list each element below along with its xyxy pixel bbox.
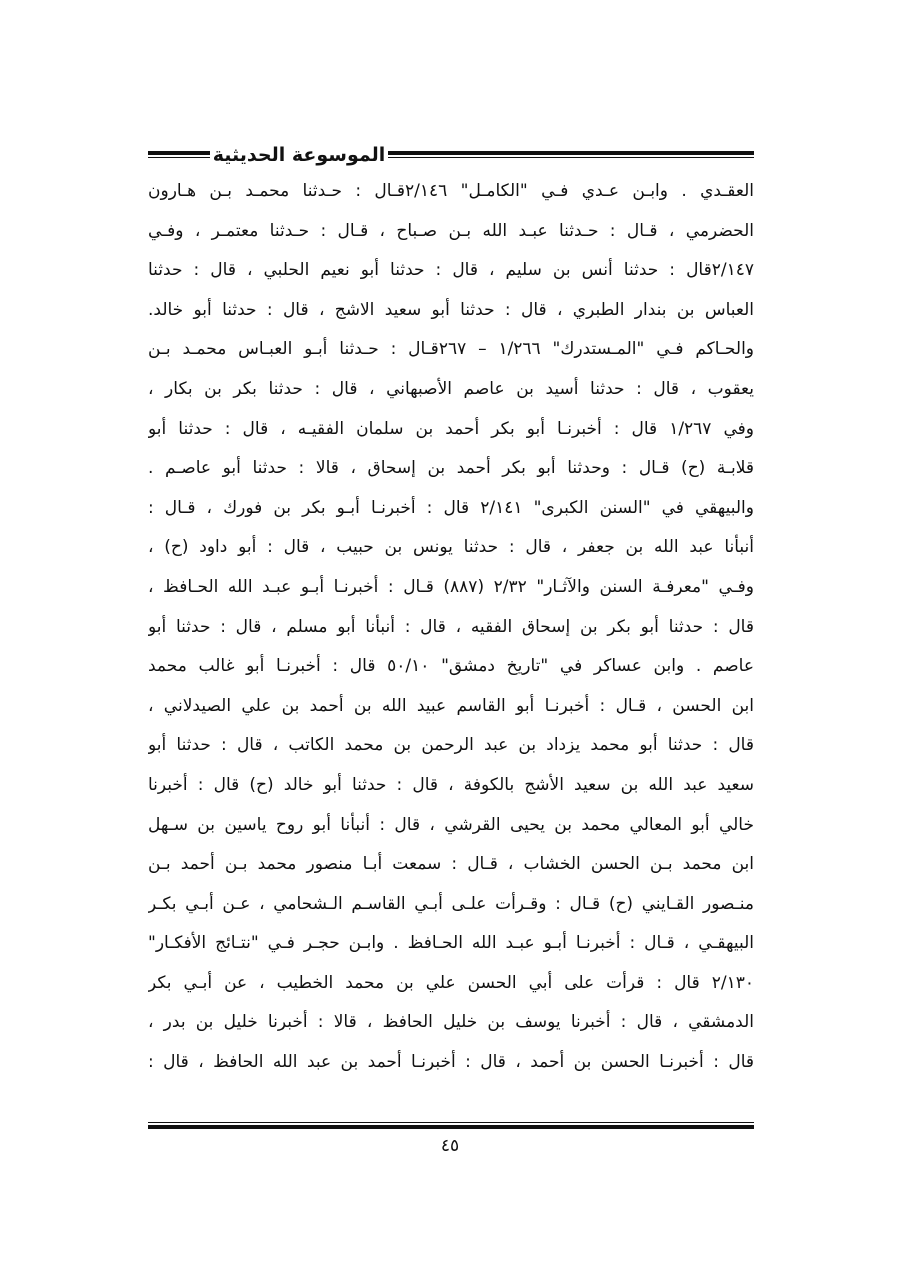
text-line: والحـاكم فـي "المـستدرك" ١/٢٦٦ – ٢٦٧قـال : حـدثنا أبـو العبـاس محمـد بـن [148,339,754,360]
text-line: ٢/١٤٧قال : حدثنا أنس بن سليم ، قال : حدثنا أبو نعيم الحلبي ، قال : حدثنا [148,260,754,281]
text-line: قال : أخبرنـا الحسن بن أحمد ، قال : أخبرنـا أحمد بن عبد الله الحافظ ، قال : [148,1052,754,1073]
text-line: والبيهقي في "السنن الكبرى" ٢/١٤١ قال : أخبرنـا أبـو بكر بن فورك ، قـال : [148,497,754,518]
text-line: البيهقـي ، قـال : أخبرنـا أبـو عبـد الله الحـافظ . وابـن حجـر فـي "نتـائج الأفكـار" [148,933,754,954]
footer-rule [148,1122,754,1129]
text-line: العباس بن بندار الطبري ، قال : حدثنا أبو سعيد الاشج ، قال : حدثنا أبو خالد. [148,299,754,320]
text-line: قلابـة (ح) قـال : وحدثنا أبو بكر أحمد بن إسحاق ، قالا : حدثنا أبو عاصـم . [148,458,754,479]
page-header [148,140,754,170]
text-line: ٢/١٣٠ قال : قرأت على أبي الحسن علي بن محمد الخطيب ، عن أبـي بكر [148,972,754,993]
text-line: قال : حدثنا أبو محمد يزداد بن عبد الرحمن بن محمد الكاتب ، قال : حدثنا أبو [148,735,754,756]
text-line: منـصور القـايني (ح) قـال : وقـرأت علـى أبـي القاسـم الـشحامي ، عـن أبـي بكـر [148,893,754,914]
text-line: خالي أبو المعالي محمد بن يحيى القرشي ، قال : أنبأنا أبو روح ياسين بن سـهل [148,814,754,835]
body-text [148,172,754,1083]
text-line: الدمشقي ، قال : أخبرنا يوسف بن خليل الحافظ ، قالا : أخبرنا خليل بن بدر ، [148,1012,754,1033]
header-rule-right [388,151,754,159]
text-line: أنبأنا عبد الله بن جعفر ، قال : حدثنا يونس بن حبيب ، قال : أبو داود (ح) ، [148,537,754,558]
text-line: يعقوب ، قال : حدثنا أسيد بن عاصم الأصبهاني ، قال : حدثنا بكر بن بكار ، [148,378,754,399]
text-line: الحضرمي ، قـال : حـدثنا عبـد الله بـن صـباح ، قـال : حـدثنا معتمـر ، وفـي [148,220,754,241]
text-line: عاصم . وابن عساكر في "تاريخ دمشق" ٥٠/١٠ قال : أخبرنـا أبو غالب محمد [148,656,754,677]
page-number: ٤٥ [440,1136,460,1156]
text-line: سعيد عبد الله بن سعيد الأشج بالكوفة ، قال : حدثنا أبو خالد (ح) قال : أخبرنا [148,774,754,795]
text-line: وفي ١/٢٦٧ قال : أخبرنـا أبو بكر أحمد بن سلمان الفقيـه ، قال : حدثنا أبو [148,418,754,439]
text-line: ابن محمد بـن الحسن الخشاب ، قـال : سمعت أبـا منصور محمد بـن أحمد بـن [148,854,754,875]
text-line: قال : حدثنا أبو بكر بن إسحاق الفقيه ، قال : أنبأنا أبو مسلم ، قال : حدثنا أبو [148,616,754,637]
text-line: وفـي "معرفـة السنن والآثـار" ٢/٣٢ (٨٨٧) قـال : أخبرنـا أبـو عبـد الله الحـافظ ، [148,576,754,597]
text-line: العقـدي . وابـن عـدي فـي "الكامـل" ٢/١٤٦قـال : حـدثنا محمـد بـن هـارون [148,181,754,201]
text-line: ابن الحسن ، قـال : أخبرنـا أبو القاسم عبيد الله بن أحمد بن علي الصيدلاني ، [148,695,754,716]
header-rule-left [148,151,210,159]
header-title: الموسوعة الحديثية [212,144,386,166]
